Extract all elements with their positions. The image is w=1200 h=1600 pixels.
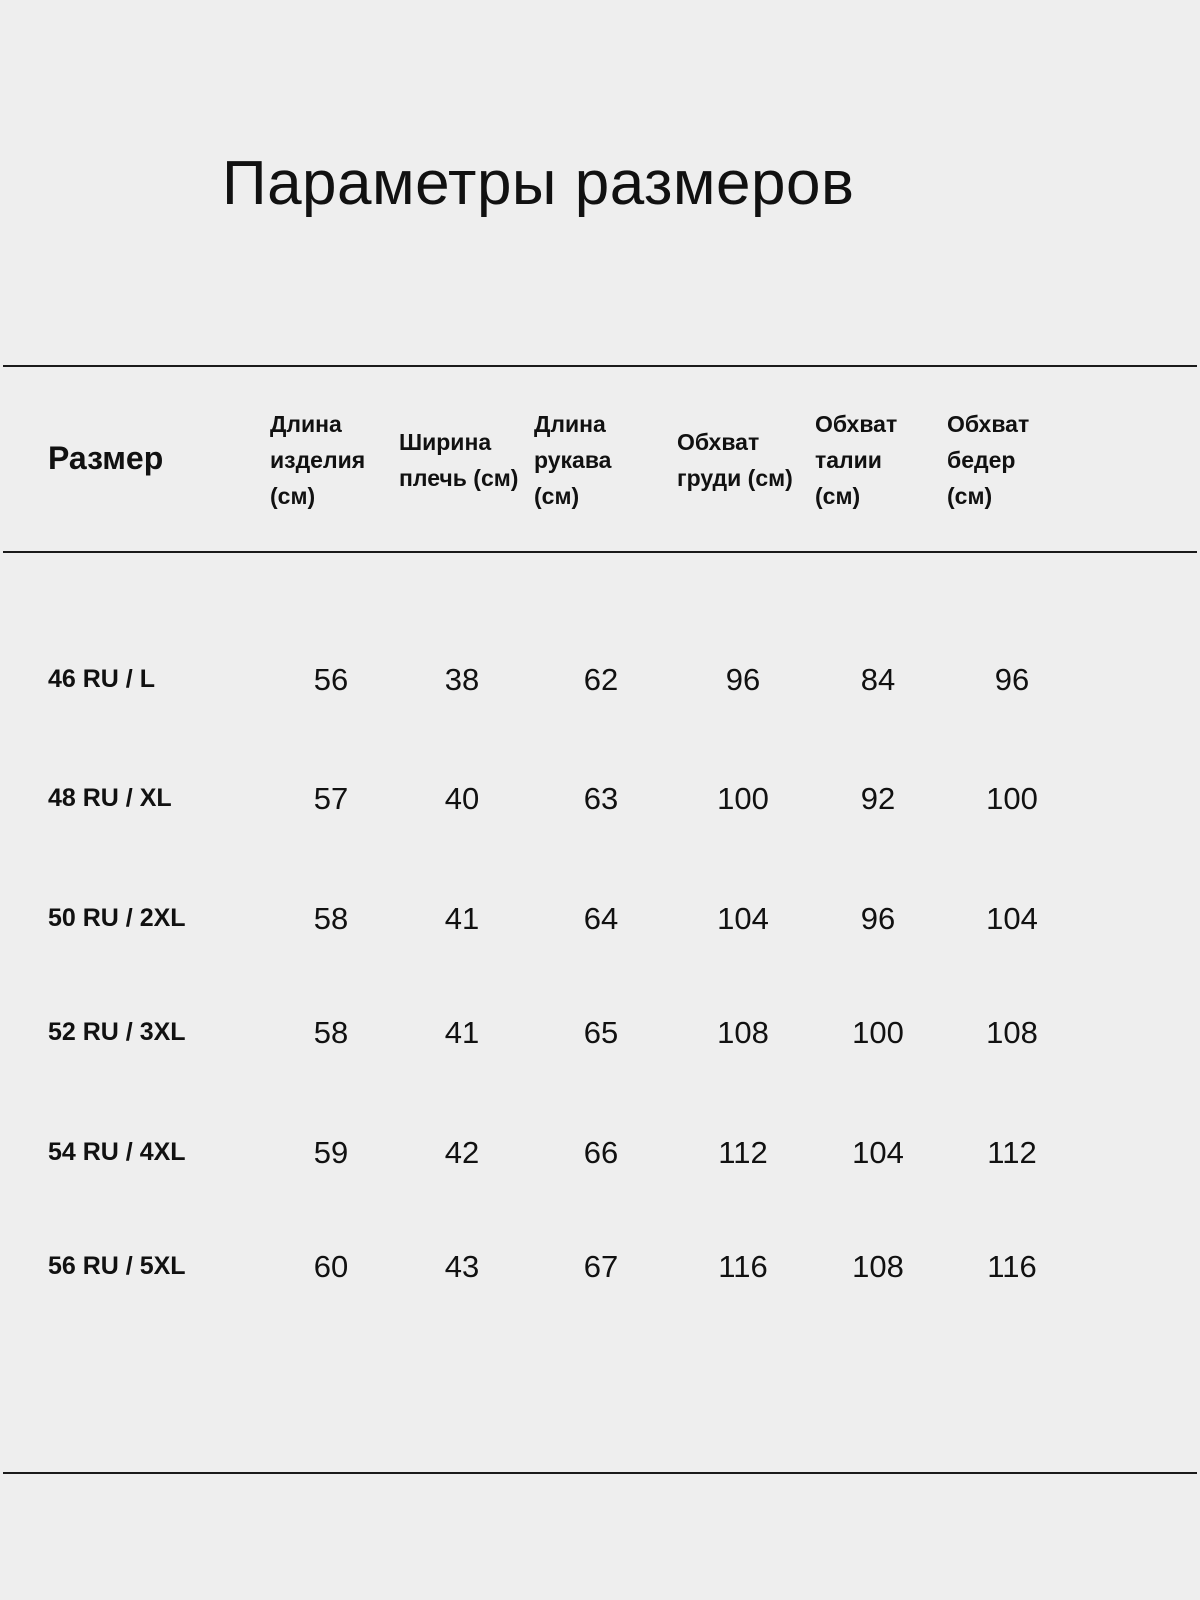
size-54-label: 54 RU / 4XL <box>48 1138 186 1166</box>
table-cell: 104 <box>986 901 1038 936</box>
page-title: Параметры размеров <box>222 149 855 218</box>
col-header-sleeve-length: Длина рукава (см) <box>534 411 612 509</box>
table-cell: 64 <box>583 901 619 936</box>
table-cell: 67 <box>583 1249 619 1284</box>
table-cell: 100 <box>852 1015 904 1050</box>
table-cell: 112 <box>987 1135 1037 1170</box>
table-cell: 108 <box>852 1249 904 1284</box>
table-bottom-divider <box>3 1472 1197 1474</box>
col-header-shoulder-width: Ширина плечь (см) <box>399 429 519 491</box>
table-cell: 96 <box>725 662 761 697</box>
table-cell: 58 <box>313 901 349 936</box>
table-cell: 108 <box>986 1015 1038 1050</box>
table-cell: 41 <box>444 901 480 936</box>
table-cell: 104 <box>852 1135 904 1170</box>
table-cell: 116 <box>987 1249 1037 1284</box>
header-bottom-divider <box>3 551 1197 553</box>
table-cell: 112 <box>718 1135 768 1170</box>
table-cell: 100 <box>986 781 1038 816</box>
size-column-header: Размер <box>48 440 164 476</box>
table-cell: 60 <box>313 1249 349 1284</box>
table-cell: 116 <box>718 1249 768 1284</box>
table-cell: 84 <box>860 662 896 697</box>
col-header-chest: Обхват груди (см) <box>677 429 793 491</box>
size-46-label: 46 RU / L <box>48 665 155 693</box>
size-56-label: 56 RU / 5XL <box>48 1252 186 1280</box>
table-cell: 96 <box>994 662 1030 697</box>
table-cell: 38 <box>444 662 480 697</box>
table-cell: 58 <box>313 1015 349 1050</box>
table-cell: 42 <box>444 1135 480 1170</box>
table-cell: 56 <box>313 662 349 697</box>
col-header-waist: Обхват талии (см) <box>815 411 898 509</box>
table-cell: 59 <box>313 1135 349 1170</box>
table-cell: 66 <box>583 1135 619 1170</box>
table-cell: 41 <box>444 1015 480 1050</box>
table-cell: 96 <box>860 901 896 936</box>
table-cell: 92 <box>860 781 896 816</box>
table-cell: 104 <box>717 901 769 936</box>
size-52-label: 52 RU / 3XL <box>48 1018 186 1046</box>
table-cell: 57 <box>313 781 349 816</box>
col-header-length: Длина изделия (см) <box>270 411 366 509</box>
table-cell: 108 <box>717 1015 769 1050</box>
table-cell: 63 <box>583 781 619 816</box>
table-cell: 40 <box>444 781 480 816</box>
table-cell: 65 <box>583 1015 619 1050</box>
size-48-label: 48 RU / XL <box>48 784 172 812</box>
size-50-label: 50 RU / 2XL <box>48 904 186 932</box>
header-top-divider <box>3 365 1197 367</box>
table-cell: 100 <box>717 781 769 816</box>
col-header-hips: Обхват бедер (см) <box>947 411 1030 509</box>
table-cell: 62 <box>583 662 619 697</box>
table-cell: 43 <box>444 1249 480 1284</box>
